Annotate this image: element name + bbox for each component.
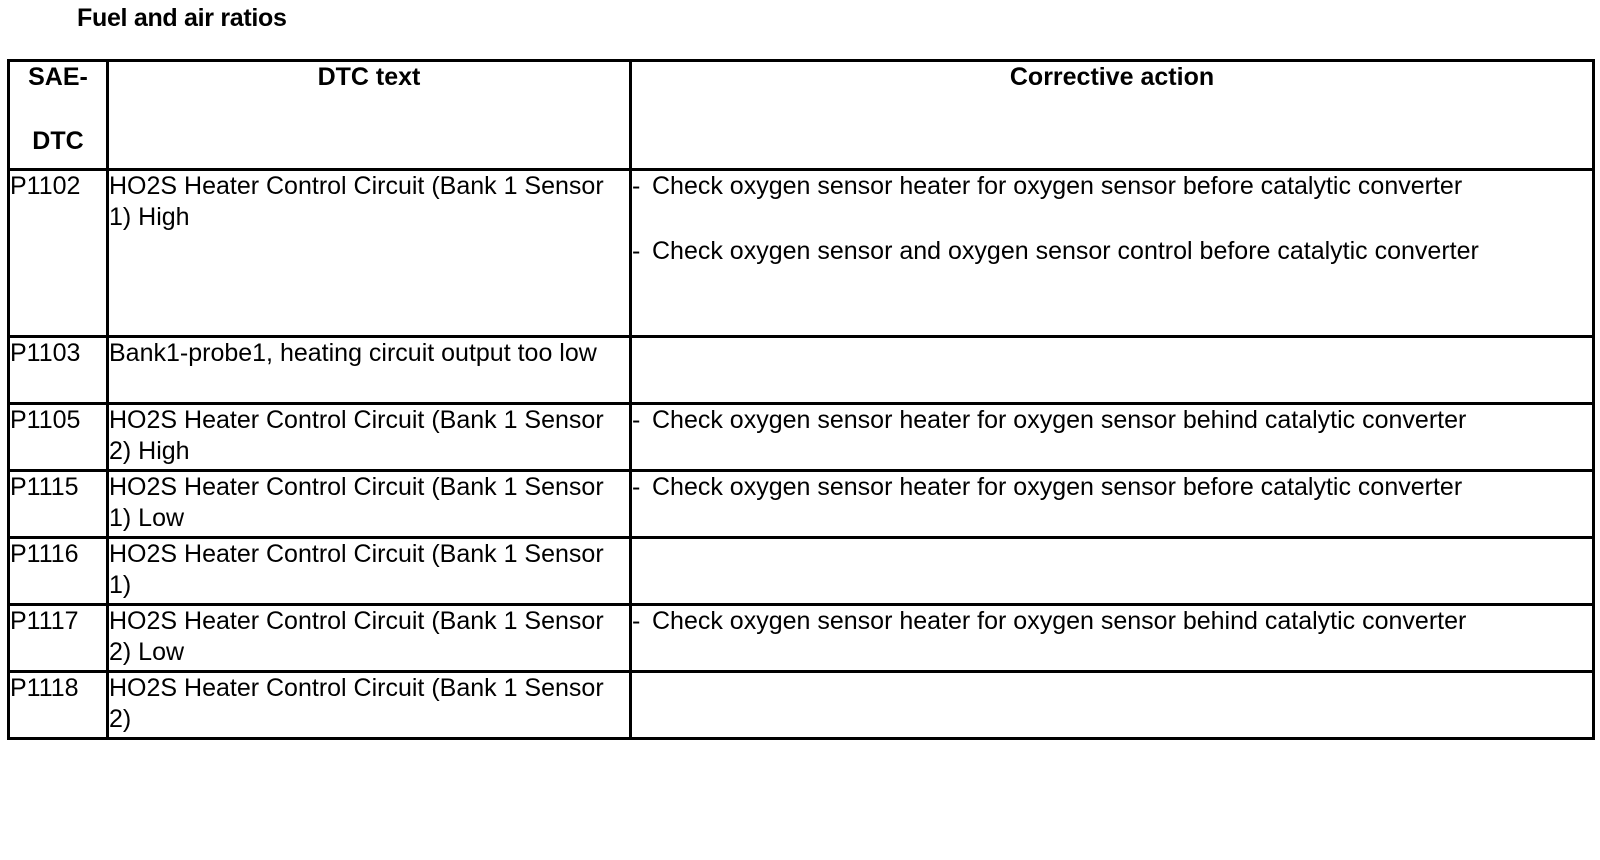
table-row bbox=[9, 471, 1594, 538]
header-sae-dtc-line1: SAE- bbox=[28, 63, 88, 91]
corrective-action-cell bbox=[631, 471, 1594, 538]
corrective-action-cell bbox=[631, 337, 1594, 404]
dtc-table bbox=[7, 59, 1595, 740]
dash-bullet: - bbox=[632, 607, 641, 635]
action-text: Check oxygen sensor heater for oxygen sensor behind catalytic converter bbox=[652, 607, 1467, 635]
action-text: Check oxygen sensor and oxygen sensor control before catalytic converter bbox=[652, 237, 1479, 265]
dtc-text-cell: HO2S Heater Control Circuit (Bank 1 Sensor 2) High bbox=[108, 404, 631, 471]
page-title: Fuel and air ratios bbox=[77, 4, 287, 32]
dtc-text-cell: HO2S Heater Control Circuit (Bank 1 Sensor 1) High bbox=[108, 170, 631, 337]
action-item bbox=[632, 171, 1592, 202]
table-row bbox=[9, 538, 1594, 605]
table-row bbox=[9, 672, 1594, 739]
dtc-text-cell: Bank1-probe1, heating circuit output too low bbox=[108, 337, 631, 404]
dtc-code-cell: P1103 bbox=[9, 337, 108, 404]
action-text: Check oxygen sensor heater for oxygen sensor before catalytic converter bbox=[652, 473, 1463, 501]
dtc-text-cell: HO2S Heater Control Circuit (Bank 1 Sensor 1) bbox=[108, 538, 631, 605]
corrective-action-cell bbox=[631, 605, 1594, 672]
dtc-code-cell: P1105 bbox=[9, 404, 108, 471]
action-item bbox=[632, 606, 1592, 637]
table-row bbox=[9, 337, 1594, 404]
header-corrective-action: Corrective action bbox=[631, 61, 1594, 170]
action-text: Check oxygen sensor heater for oxygen sensor before catalytic converter bbox=[652, 172, 1463, 200]
header-dtc-text: DTC text bbox=[108, 61, 631, 170]
dtc-code-cell: P1118 bbox=[9, 672, 108, 739]
table-header-row bbox=[9, 61, 1594, 170]
corrective-action-cell bbox=[631, 538, 1594, 605]
action-item bbox=[632, 236, 1592, 267]
action-item bbox=[632, 472, 1592, 503]
dtc-text-cell: HO2S Heater Control Circuit (Bank 1 Sensor 2) Low bbox=[108, 605, 631, 672]
dash-bullet: - bbox=[632, 172, 641, 200]
dash-bullet: - bbox=[632, 237, 641, 265]
action-item bbox=[632, 405, 1592, 436]
dtc-code-cell: P1117 bbox=[9, 605, 108, 672]
table-row bbox=[9, 170, 1594, 337]
dtc-code-cell: P1116 bbox=[9, 538, 108, 605]
dtc-code-cell: P1115 bbox=[9, 471, 108, 538]
dtc-text-cell: HO2S Heater Control Circuit (Bank 1 Sensor 2) bbox=[108, 672, 631, 739]
header-sae-dtc bbox=[9, 61, 108, 170]
corrective-action-cell bbox=[631, 672, 1594, 739]
header-sae-dtc-line2: DTC bbox=[32, 127, 84, 155]
dtc-code-cell: P1102 bbox=[9, 170, 108, 337]
dtc-text-cell: HO2S Heater Control Circuit (Bank 1 Sensor 1) Low bbox=[108, 471, 631, 538]
corrective-action-cell bbox=[631, 404, 1594, 471]
table-row bbox=[9, 404, 1594, 471]
dash-bullet: - bbox=[632, 406, 641, 434]
table-row bbox=[9, 605, 1594, 672]
corrective-action-cell bbox=[631, 170, 1594, 337]
action-text: Check oxygen sensor heater for oxygen sensor behind catalytic converter bbox=[652, 406, 1467, 434]
dash-bullet: - bbox=[632, 473, 641, 501]
